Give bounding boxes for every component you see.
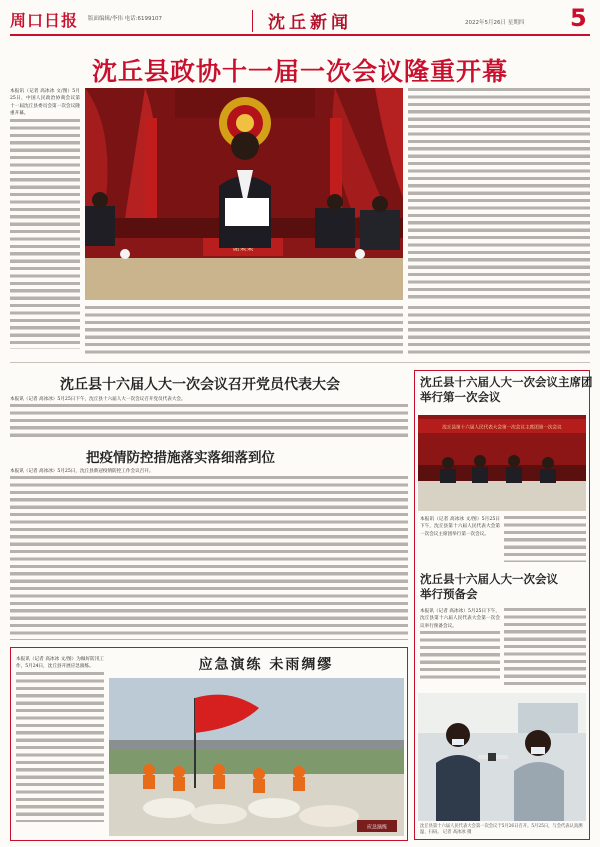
- sidebar-story-b-title: 沈丘县十六届人大一次会议 举行预备会: [420, 572, 558, 601]
- editor-info: 版面编辑/李伟 电话:6199107: [88, 16, 162, 22]
- sidebar-story-a-body-2: [504, 516, 586, 562]
- sidebar-story-b-lede: 本报讯（记者 高冰冰）5月25日下午，沈丘县第十六届人民代表大会第一次会议举行预备会议。: [420, 609, 500, 629]
- section-rule: [10, 362, 590, 363]
- story3-lede: 本报讯（记者 高冰冰）5月25日，沈丘县新冠疫情防控工作会议召开。: [10, 469, 154, 474]
- sidebar-story-a-body: [420, 516, 500, 562]
- text-lines: [408, 88, 590, 300]
- text-lines: [10, 119, 80, 349]
- story3-headline: 把疫情防控措施落实落细落到位: [86, 450, 275, 466]
- text-lines: [504, 516, 586, 562]
- drill-headline: 应急演练 未雨绸缪: [198, 657, 334, 673]
- lead-story-column-4: [408, 306, 590, 358]
- lead-story-lede: 本报讯（记者 高冰冰 文/图）5月25日，中国人民政治协商会议第十一届沈丘县委员会第一次会议隆重开幕。: [10, 89, 80, 117]
- lead-story-column-3: [85, 306, 403, 358]
- presidium-photo-scene: [418, 415, 586, 511]
- text-lines: [504, 608, 586, 688]
- sidebar-story-b-body-2: [504, 608, 586, 688]
- lead-story-column-1: [10, 88, 80, 358]
- section-title: 沈丘新闻: [268, 13, 352, 33]
- newspaper-logo: 周口日报: [10, 11, 79, 30]
- text-lines: [85, 306, 403, 358]
- drill-lede: 本报讯（记者 高冰冰 文/图）为做好防汛工作，5月24日，沈丘县开展应急演练。: [16, 657, 104, 670]
- sidebar-story-a-lede: 本报讯（记者 高冰冰 文/图）5月25日下午，沈丘县第十六届人民代表大会第一次会议主席团举行第一次会议。: [420, 517, 500, 537]
- story2-body: [10, 396, 408, 438]
- lead-photo: [85, 88, 403, 300]
- sidebar-story-b-body: [420, 608, 500, 688]
- text-lines: [408, 306, 590, 358]
- drill-photo-badge: 应急演练: [366, 824, 388, 831]
- story2-headline: 沈丘县十六届人大一次会议召开党员代表大会: [60, 377, 340, 393]
- lead-headline: 沈丘县政协十一届一次会议隆重开幕: [91, 57, 508, 86]
- masthead: [10, 6, 590, 36]
- sidebar-photo-presidium: [418, 415, 586, 511]
- drill-photo: [109, 678, 404, 836]
- drill-body: [16, 656, 104, 836]
- drill-photo-scene: [109, 678, 404, 836]
- sidebar-story-a-title: 沈丘县十六届人大一次会议主席团 举行第一次会议: [420, 375, 593, 404]
- lead-photo-scene: [85, 88, 403, 300]
- issue-date: 2022年5月26日 星期四: [465, 20, 525, 26]
- story2-lede: 本报讯（记者 高冰冰）5月25日下午，沈丘县十六届人大一次会议召开党员代表大会。: [10, 397, 186, 402]
- text-lines: [420, 631, 500, 681]
- masthead-divider: [252, 10, 253, 32]
- checkin-photo-scene: [418, 693, 586, 821]
- lead-story-column-2: [408, 88, 590, 300]
- text-lines: [16, 672, 104, 822]
- sidebar-photo-checkin: [418, 693, 586, 821]
- page-number: 5: [570, 4, 587, 32]
- presidium-banner: 沈丘县第十六届人民代表大会第一次会议主席团第一次会议: [442, 425, 562, 431]
- text-lines: [10, 404, 408, 438]
- story3-body: [10, 468, 408, 640]
- photo-credit: 记者 高冰冰 摄: [442, 830, 472, 836]
- text-lines: [10, 476, 408, 640]
- sidebar-photo-caption: 沈丘县第十六届人民代表大会第一次会议于5月26日召开。5月25日，与会代表认真测温、扫码。 记者 高冰冰 摄: [420, 824, 583, 836]
